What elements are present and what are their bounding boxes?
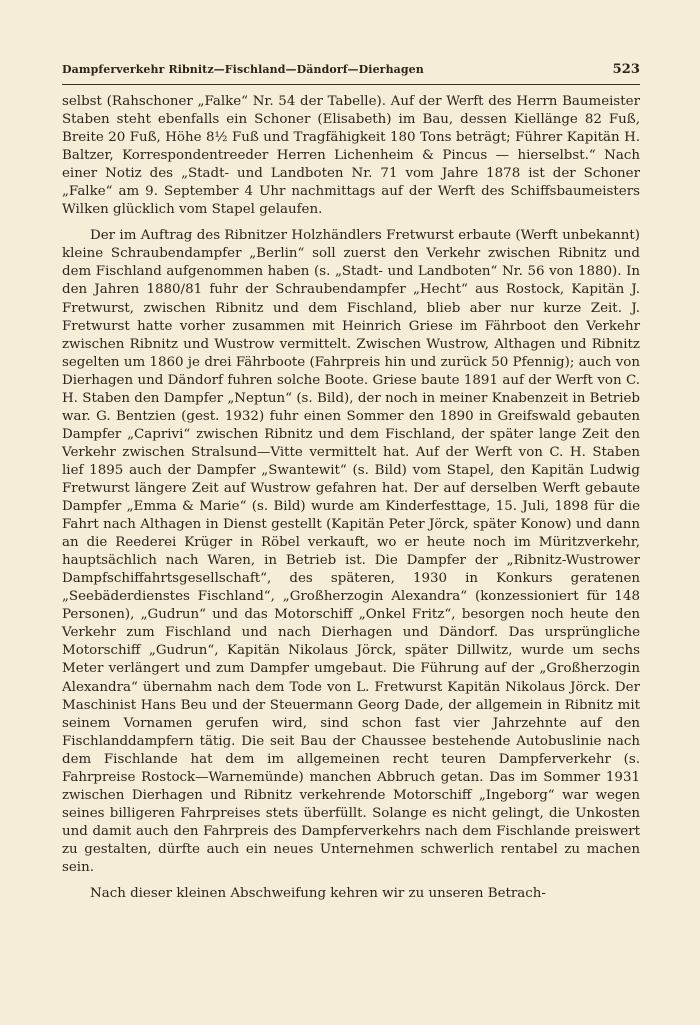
page-number: 523 bbox=[612, 62, 640, 77]
paragraph-1: selbst (Rahschoner „Falke“ Nr. 54 der Tabelle). Auf der Werft des Herrn Baumeister Staben steht ebenfalls ein Schoner (Elisabeth) im Bau, dessen Kiellänge 82 Fuß, Breite 20 Fuß, Höhe 8½ Fuß und Tragfähigkeit 180 Tons beträgt; Führer Kapitän H. Baltzer, Korrespondentreeder Herren Lichenheim & Pincus — hierselbst.“ Nach einer Notiz des „Stadt- und Landboten Nr. 71 vom Jahre 1878 ist der Schoner „Falke“ am 9. September 4 Uhr nachmittags auf der Werft des Schiffsbaumeisters Wilken glücklich vom Stapel gelaufen. bbox=[62, 94, 640, 218]
header-rule bbox=[62, 84, 640, 85]
body-text bbox=[62, 93, 640, 903]
paragraph-2: Der im Auftrag des Ribnitzer Holzhändlers Fretwurst erbaute (Werft unbekannt) kleine Schraubendampfer „Berlin“ soll zuerst den Verkehr zwischen Ribnitz und dem Fischland aufgenommen haben (s. „Stadt- und Landboten“ Nr. 56 von 1880). In den Jahren 1880/81 fuhr der Schraubendampfer „Hecht“ aus Rostock, Kapitän J. Fretwurst, zwischen Ribnitz und dem Fischland, blieb aber nur kurze Zeit. J. Fretwurst hatte vorher zusammen mit Heinrich Griese im Fährboot den Verkehr zwischen Ribnitz und Wustrow vermittelt. Zwischen Wustrow, Althagen und Ribnitz segelten um 1860 je drei Fährboote (Fahrpreis hin und zurück 50 Pfennig); auch von Dierhagen und Dändorf fuhren solche Boote. Griese baute 1891 auf der Werft von C. H. Staben den Dampfer „Neptun“ (s. Bild), der noch in meiner Knabenzeit in Betrieb war. G. Bentzien (gest. 1932) fuhr einen Sommer den 1890 in Greifswald gebauten Dampfer „Caprivi“ zwischen Ribnitz und dem Fischland, der später lange Zeit den Verkehr zwischen Stralsund—Vitte vermittelt hat. Auf der Werft von C. H. Staben lief 1895 auch der Dampfer „Swantewit“ (s. Bild) vom Stapel, den Kapitän Ludwig Fretwurst längere Zeit auf Wustrow gefahren hat. Der auf derselben Werft gebaute Dampfer „Emma & Marie“ (s. Bild) wurde am Kinderfesttage, 15. Juli, 1898 für die Fahrt nach Althagen in Dienst gestellt (Kapitän Peter Jörck, später Konow) und dann an die Reederei Krüger in Röbel verkauft, wo er heute noch im Müritzverkehr, hauptsächlich nach Waren, in Betrieb ist. Die Dampfer der „Ribnitz-Wustrower Dampfschiffahrtsgesellschaft“, des späteren, 1930 in Konkurs geratenen „Seebäderdienstes Fischland“, „Großherzogin Alexandra“ (konzessioniert für 148 Personen), „Gudrun“ und das Motorschiff „Onkel Fritz“, besorgen noch heute den Verkehr zum Fischland und nach Dierhagen und Dändorf. Das ursprüngliche Motorschiff „Gudrun“, Kapitän Nikolaus Jörck, später Dillwitz, wurde um sechs Meter verlängert und zum Dampfer umgebaut. Die Führung auf der „Großherzogin Alexandra“ übernahm nach dem Tode von L. Fretwurst Kapitän Nikolaus Jörck. Der Maschinist Hans Beu und der Steuermann Georg Dade, der allgemein in Ribnitz mit seinem Vornamen gerufen wird, sind schon fast vier Jahrzehnte auf den Fischlanddampfern tätig. Die seit Bau der Chaussee bestehende Autobuslinie nach dem Fischlande hat dem im allgemeinen recht teuren Dampferverkehr (s. Fahrpreise Rostock—Warnemünde) manchen Abbruch getan. Das im Sommer 1931 zwischen Dierhagen und Ribnitz verkehrende Motorschiff „Ingeborg“ war wegen seines billigeren Fahrpreises stets überfüllt. Solange es nicht gelingt, die Unkosten und damit auch den Fahrpreis des Dampferverkehrs nach dem Fischlande preiswert zu gestalten, dürfte auch ein neues Unternehmen schwerlich rentabel zu machen sein. bbox=[62, 228, 640, 875]
paragraph-3: Nach dieser kleinen Abschweifung kehren wir zu unseren Betrach- bbox=[90, 886, 546, 902]
header-title: Dampferverkehr Ribnitz—Fischland—Dändorf—Dierhagen bbox=[62, 63, 424, 76]
running-header bbox=[62, 62, 640, 84]
